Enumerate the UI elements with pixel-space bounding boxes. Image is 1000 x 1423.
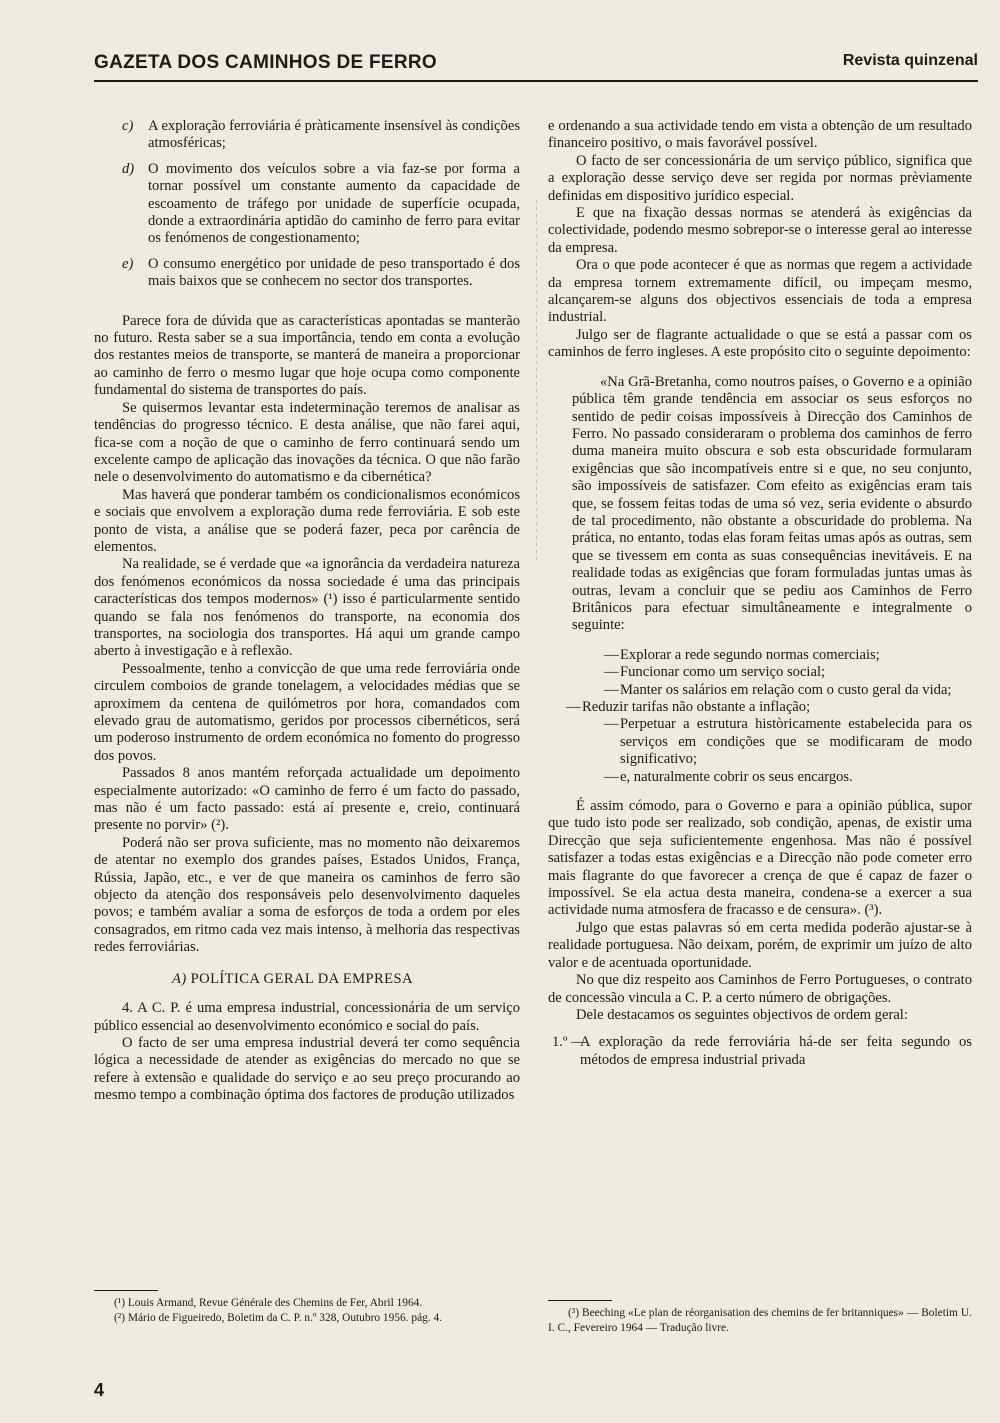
dash-item-text: e, naturalmente cobrir os seus encargos. [620,768,853,785]
page-number: 4 [94,1380,105,1400]
dash-item: — Reduzir tarifas não obstante a inflação; [566,699,811,715]
paragraph: Se quisermos levantar esta indeterminação teremos de analisar as tendências do progresso técnico. E desta análise, que não farei aqui, fica-se com a noção de que o caminho de ferro continuará sendo um excelente campo de aplicação das inovações da técnica. O que não farão nele o desenvolvimento do automatismo e da cibernética? [94,399,520,486]
section-heading [94,971,520,988]
block-quote [548,374,972,635]
paragraph: Ora o que pode acontecer é que as normas que regem a actividade da empresa tornem extremamente difícil, ou impeçam mesmo, alcançarem-se alguns dos objectivos essenciais de toda a empresa industrial. [548,257,972,326]
dash-item: — e, naturalmente cobrir os seus encargos. [604,768,853,785]
paragraph: Dele destacamos os seguintes objectivos de ordem geral: [576,1006,908,1023]
list-item [94,161,520,248]
left-footnotes [94,1296,520,1325]
paragraph: Mas haverá que ponderar também os condicionalismos económicos e sociais que envolvem a exploração duma rede ferroviária. E sob este ponto de vista, a análise que se poderá fazer, peca por carência de elementos. [94,486,520,555]
dash-item-text: Perpetuar a estrutura històricamente estabelecida para os serviços em condições que se modificaram de modo significativo; [620,716,972,768]
dash-item-text: Funcionar como um serviço social; [620,664,826,681]
dash-list [548,647,972,786]
quote-text: «Na Grã-Bretanha, como noutros países, o Governo e a opinião pública têm grande tendência em associar os seus esforços no sentido de pedir coisas impossíveis à Direcção dos Caminhos de Ferro. No passado consideraram o problema dos caminhos de ferro duma maneira muito obscura e sob esta obscuridade formularam exigências que são incompatíveis entre si e que, no seu conjunto, são impossíveis de satisfazer. Com efeito as exigências eram tais que, se fossem feitas todas de uma só vez, seria evidente o absurdo de tal procedimento, não obstante a obscuridade do problema. Na prática, no entanto, todas elas foram feitas umas após as outras, sem que se tivessem em conta as suas consequências inevitáveis. E na realidade todas as exigências que foram formuladas juntas umas às outras, levam a concluir que se pediu aos Caminhos de Ferro Britânicos para efectuar simultâneamente e integralmente o seguinte: [572,373,972,634]
paragraph: E que na fixação dessas normas se atenderá às exigências da colectividade, podendo mesmo sobrepor-se o interesse geral ao interesse da empresa. [548,205,972,256]
footnote: (²) Mário de Figueiredo, Boletim da C. P. n.º 328, Outubro 1956. pág. 4. [114,1311,443,1324]
item-text: A exploração ferroviária é pràticamente insensível às condições atmosféricas; [148,118,520,152]
item-label: c) [122,118,134,134]
paragraph: O facto de ser concessionária de um serviço público, significa que a exploração desse serviço deve ser regida por normas prèviamente definidas em dispositivo jurídico especial. [548,152,972,204]
paragraph: Na realidade, se é verdade que «a ignorância da verdadeira natureza dos fenómenos económicos da nossa sociedade é uma das principais características dos tempos modernos» (¹) isso é particularmente sentido quando se fala nos fenómenos do transporte, na economia dos transportes, na sociologia dos transportes. Há aqui um grande campo aberto à investigação e à reflexão. [94,556,520,660]
dash-item-text: Explorar a rede segundo normas comerciais; [620,646,880,663]
paragraph: Passados 8 anos mantém reforçada actualidade um depoimento especialmente autorizado: «O caminho de ferro é um facto do passado, mas não é um facto passado: está aí presente e, creio, continuará presente no porvir» (²). [94,765,520,834]
objective-number: 1.º — [552,1034,586,1051]
paragraph: Julgo ser de flagrante actualidade o que se está a passar com os caminhos de ferro ingleses. A este propósito cito o seguinte depoimento: [548,326,972,361]
item-label: d) [122,160,135,177]
section-letter: A) [172,970,187,987]
journal-subtitle: Revista quinzenal [842,52,978,69]
list-item [94,256,520,291]
objective-text: A exploração da rede ferroviária há-de ser feita segundo os métodos de empresa industrial privada [580,1034,972,1068]
paragraph: Poderá não ser prova suficiente, mas no momento não deixaremos de atentar no exemplo dos grandes países, Estados Unidos, França, Rússia, Japão, etc., e ver de que maneira os caminhos de ferro são objecto da atenção dos responsáveis pelo desenvolvimento daqueles povos; e também avaliar a soma de esforços de toda a ordem por eles consagrados, em ritmo cada vez mais intenso, à melhoria das respectivas redes ferroviárias. [94,834,520,956]
paragraph: Parece fora de dúvida que as características apontadas se manterão no futuro. Resta saber se a sua importância, tendo em conta a evolução dos restantes meios de transporte, se manterá de maneira a proporcionar ao caminho de ferro o mesmo lugar que hoje ocupa como componente fundamental do sistema de transportes do país. [94,312,520,399]
paragraph: Pessoalmente, tenho a convicção de que uma rede ferroviária onde circulem comboios de grande tonelagem, a velocidades médias que se aproximem da centena de quilómetros por hora, comandados com elevado grau de automatismo, geridos por processos cibernéticos, será um poderoso instrumento de ordem económica no fomento do progresso dos povos. [94,660,520,764]
paragraph: Julgo que estas palavras só em certa medida poderão ajustar-se à realidade portuguesa. Não deixam, porém, de exprimir um juízo de alto valor e de acentuada oportunidade. [548,919,972,971]
objective-item [548,1034,972,1069]
footnote: (¹) Louis Armand, Revue Générale des Chemins de Fer, Abril 1964. [114,1297,423,1309]
item-text: O consumo energético por unidade de peso transportado é dos mais baixos que se conhecem no sector dos transportes. [148,255,520,290]
dash-item: — Funcionar como um serviço social; [604,664,826,681]
dash-item-text: Reduzir tarifas não obstante a inflação; [582,699,811,715]
item-label: e) [122,255,134,272]
section-title: POLÍTICA GERAL DA EMPRESA [190,970,413,987]
footnote: (³) Beeching «Le plan de réorganisation des chemins de fer britanniques» — Boletim U. I. C., Fevereiro 1964 — Tradução livre. [548,1307,972,1334]
right-column [548,118,972,1069]
paragraph: O facto de ser uma empresa industrial deverá ter como sequência lógica a necessidade de atender as exigências do mercado no que se refere à extensão e qualidade do serviço e ao seu preço procurando ao mesmo tempo a combinação óptima dos factores de produção utilizados [94,1034,520,1104]
dash-item: — Perpetuar a estrutura històricamente estabelecida para os serviços em condições que se modificaram de modo significativo; [604,716,972,768]
paragraph: 4. A C. P. é uma empresa industrial, concessionária de um serviço público essencial ao desenvolvimento económico e social do país. [94,1000,520,1034]
item-text: O movimento dos veículos sobre a via faz-se por forma a tornar possível um constante aumento da capacidade de escoamento de tráfego por unidade de superfície ocupada, donde a extraordinária aptidão do caminho de ferro para evitar os fenómenos de congestionamento; [148,160,520,247]
left-column [94,118,520,1105]
right-footnotes [548,1306,972,1335]
paragraph: No que diz respeito aos Caminhos de Ferro Portugueses, o contrato de concessão vincula a C. P. a certo número de obrigações. [548,972,972,1006]
page-header [94,50,978,82]
dash-item-text: Manter os salários em relação com o custo geral da vida; [620,681,952,698]
dash-item: — Explorar a rede segundo normas comerciais; [604,646,880,663]
dash-item: — Manter os salários em relação com o custo geral da vida; [604,681,952,698]
paragraph: É assim cómodo, para o Governo e para a opinião pública, supor que tudo isto pode ser realizado, sob condição, apenas, de existir uma Direcção que seja suficientemente engenhosa. Mas não é possível satisfazer a todas estas exigências e a Direcção não pode cometer erro mais flagrante do que favorecer a crença de que é capaz de fazer o impossível. Se ela actua desta maneira, condena-se a exercer a sua actividade numa atmosfera de fracasso e de censura». (³). [548,798,972,919]
footnote-rule [548,1300,612,1301]
paragraph-continued: e ordenando a sua actividade tendo em vista a obtenção de um resultado financeiro positivo, o mais favorável possível. [548,118,972,152]
column-gutter-mark [536,200,537,560]
list-item [94,118,520,153]
footnote-rule [94,1290,158,1291]
journal-title: GAZETA DOS CAMINHOS DE FERRO [94,52,438,73]
